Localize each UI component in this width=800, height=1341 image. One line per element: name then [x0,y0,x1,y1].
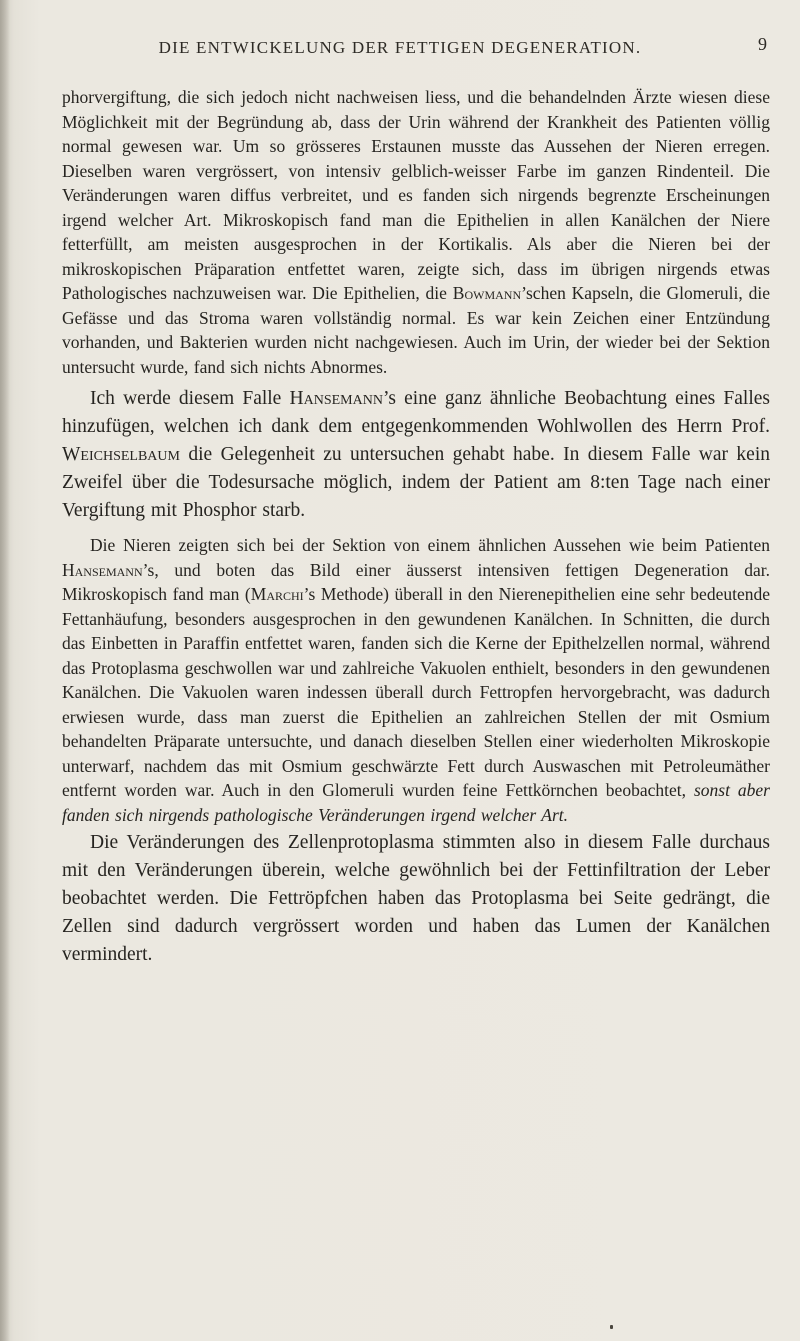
paragraph-3-text-cont2: ’s Methode) überall in den Nierenepithelien eine sehr bedeutende Fettanhäufung, besonders ausgesprochen in den gewundenen Kanälchen. In Schnitten, die durch das Einbetten in Paraffin entfettet waren, fanden sich die Kerne der Epithelzellen normal, während das Protoplasma geschwollen war und zahlreiche Vakuolen enthielt, besonders in den gewundenen Kanälchen. Die Vakuolen waren indessen überall durch Fettropfen hervorgebracht, was dadurch erwiesen wurde, dass man zuerst die Epithelien an zahlreichen Stellen der mit Osmium behandelten Präparate untersuchte, und danach dieselben Stellen einer wiederholten Mikroskopie unterwarf, nachdem das mit Osmium geschwärzte Fett durch Auswaschen mit Petroleumäther entfernt worden war. Auch in den Glomeruli wurden feine Fettkörnchen beobachtet, [62,584,770,800]
person-name: Bowmann [452,283,522,303]
running-head: DIE ENTWICKELUNG DER FETTIGEN DEGENERATION. [158,38,642,57]
paragraph-2-text-cont: ’s eine ganz ähnliche Beobachtung eines Falles hinzufügen, welchen ich dank dem entgegenkommenden Wohlwollen des Herrn Prof. [62,388,770,437]
paragraph-2 [62,385,770,525]
paragraph-3-text: Die Nieren zeigten sich bei der Sektion von einem ähnlichen Aussehen wie beim Patienten [90,535,770,555]
ink-speck [610,1325,613,1329]
person-name: Hansemann [62,559,143,580]
paragraph-3-text-cont: ’s, und boten das Bild einer äusserst intensiven fettigen Degeneration dar. Mikroskopisch fand man ( [62,559,770,604]
body-text [62,85,770,969]
paragraph-3 [62,533,770,827]
paragraph-1 [62,85,770,379]
paragraph-1-text: phorvergiftung, die sich jedoch nicht nachweisen liess, und die behandelnden Ärzte wiesen diese Möglichkeit mit der Begründung ab, dass der Urin während der Krankheit des Patienten völlig normal gewesen war. Um so grösseres Erstaunen musste das Aussehen der Nieren erregen. Dieselben waren vergrössert, von intensiv gelblich-weisser Farbe im ganzen Rindenteil. Die Veränderungen waren diffus verbreitet, und es fanden sich nirgends begrenzte Erscheinungen irgend welcher Art. Mikroskopisch fand man die Epithelien in allen Kanälchen der Niere fetterfüllt, am meisten ausgesprochen in der Kortikalis. Als aber die Nieren bei der mikroskopischen Präparation entfettet waren, zeigte sich, dass im übrigen nirgends etwas Pathologisches nachzuweisen war. Die Epithelien, die [62,87,770,303]
paragraph-4 [62,829,770,969]
person-name: Weichselbaum [62,444,180,465]
person-name: Marchi [250,584,304,604]
binding-shadow [0,0,10,1341]
paragraph-4-text: Die Veränderungen des Zellenprotoplasma stimmten also in diesem Falle durchaus mit den Veränderungen überein, welche gewöhnlich bei der Fettinfiltration der Leber beobachtet werden. Die Fettröpfchen haben das Protoplasma bei Seite gedrängt, die Zellen sind dadurch vergrössert worden und haben das Lumen der Kanälchen vermindert. [62,832,770,965]
person-name: Hansemann [289,388,383,409]
paragraph-2-text: Ich werde diesem Falle [90,388,290,409]
paragraph-2-text-end: die Gelegenheit zu untersuchen gehabt habe. In diesem Falle war kein Zweifel über die Todesursache möglich, indem der Patient am 8:ten Tage nach einer Vergiftung mit Phosphor starb. [62,444,770,521]
page-header [0,34,800,68]
page-number: 9 [758,34,767,54]
paragraph-1-text-cont: ’schen Kapseln, die Glomeruli, die Gefässe und das Stroma waren vollständig normal. Es war kein Zeichen einer Entzündung vorhanden, und Bakterien wurden nicht nachgewiesen. Auch im Urin, der wieder bei der Sektion untersucht wurde, fand sich nichts Abnormes. [62,283,770,377]
italic-emphasis: sonst aber fanden sich nirgends pathologische Veränderungen irgend welcher Art. [62,780,770,825]
